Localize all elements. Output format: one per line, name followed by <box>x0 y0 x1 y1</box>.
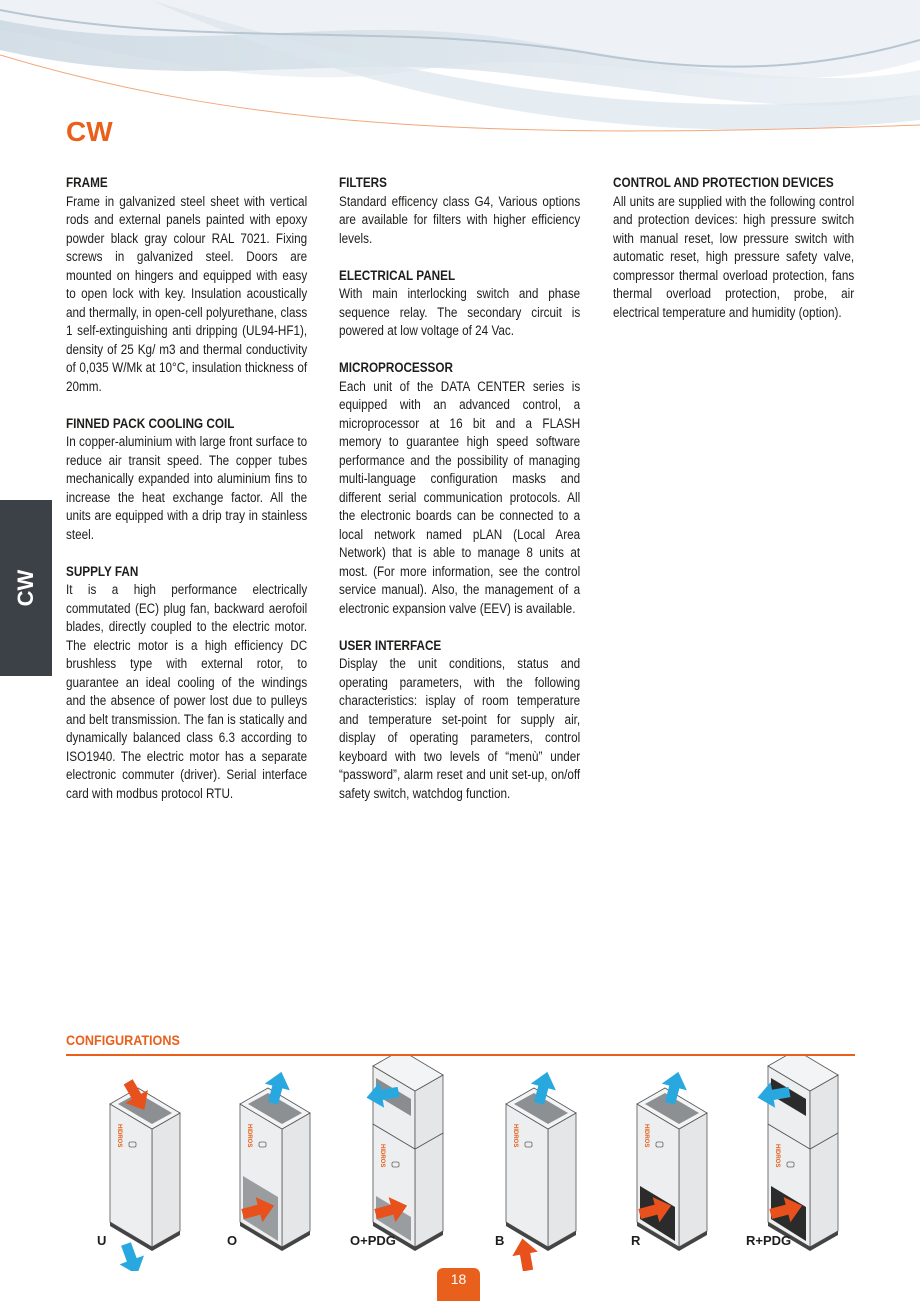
section-side-tab <box>0 500 52 676</box>
brand-logo: HIDROS <box>643 1124 649 1148</box>
section-text: With main interlocking switch and phase sequence relay. The secondary circuit is powered at low voltage of 24 Vac. <box>339 286 581 339</box>
brand-logo: HIDROS <box>512 1124 518 1148</box>
header-wave-decoration <box>0 0 920 160</box>
column-2 <box>339 174 580 822</box>
column-3 <box>613 174 854 341</box>
unit-u <box>110 1075 180 1271</box>
section-user-interface <box>339 637 580 804</box>
section-heading: CONTROL AND PROTECTION DEVICES <box>613 175 834 191</box>
section-electrical-panel <box>339 267 580 341</box>
section-text: It is a high performance electrically commutated (EC) plug fan, backward aerofoil blades, directly coupled to the electric motor. The electric motor is a high efficiency DC brushless type with external rotor, to guarantee an ideal cooling of the windings and the absence of power lost due to pulleys and belt transmission. The fan is statically and dynamically balanced class 6.3 according to ISO1940. The electric motor has a separate electronic commuter (driver). Serial interface card with modbus protocol RTU. <box>66 582 308 802</box>
section-frame <box>66 174 307 396</box>
configuration-label: O+PDG <box>350 1233 396 1248</box>
configurations-heading: CONFIGURATIONS <box>66 1032 180 1048</box>
section-heading: ELECTRICAL PANEL <box>339 267 456 284</box>
section-text: Frame in galvanized steel sheet with vertical rods and external panels painted with epoxy powder black gray colour RAL 7021. Fixing screws in galvanized steel. Doors are mounted on hingers and equipped with easy to open lock with key. Insulation acoustically and thermally, in open-cell polyurethane, class 1 self-extinguishing anti dripping (UL94-HF1), density of 25 Kg/ m3 and thermal conductivity of 0,035 W/Mk at 10°C, insulation thickness of 20mm. <box>66 193 308 395</box>
unit-r <box>636 1069 707 1251</box>
unit-o-pdg <box>364 1056 443 1251</box>
brand-logo: HIDROS <box>379 1144 385 1168</box>
brand-logo: HIDROS <box>246 1124 252 1148</box>
section-text: Each unit of the DATA CENTER series is equipped with an advanced control, a microprocessor at 16 bit and a FLASH memory to guarantee high speed software performance and the possibility of managing multi-language configuration masks and different serial communication protocols. All the electronic boards can be connected to a local network named pLAN (Local Area Network) that is able to manage 8 units at most. (For more information, see the control service manual). Also, the management of a electronic expansion valve (EEV) is available. <box>339 378 581 617</box>
unit-b <box>506 1069 576 1271</box>
section-heading: SUPPLY FAN <box>66 563 139 580</box>
configuration-label: R <box>631 1233 641 1248</box>
column-1 <box>66 174 307 822</box>
configuration-label: R+PDG <box>746 1233 792 1248</box>
page-number: 18 <box>437 1268 480 1301</box>
brand-logo: HIDROS <box>774 1144 780 1168</box>
section-heading: USER INTERFACE <box>339 637 442 654</box>
section-text: All units are supplied with the following control and protection devices: high pressure switch with manual reset, low pressure switch with automatic reset, high pressure safety valve, compressor thermal overload protection, fans thermal overload protection, probe, air electrical temperature and humidity (option). <box>613 193 855 321</box>
section-finned-pack-cooling-coil <box>66 415 307 545</box>
configuration-label: B <box>495 1233 505 1248</box>
section-heading: MICROPROCESSOR <box>339 360 453 376</box>
page-title: CW <box>66 116 113 147</box>
brand-logo: HIDROS <box>116 1124 122 1148</box>
section-supply-fan <box>66 563 307 804</box>
unit-o <box>239 1069 310 1251</box>
section-filters <box>339 174 580 248</box>
unit-r-pdg <box>755 1056 838 1251</box>
section-text: Standard efficency class G4, Various options are available for filters with higher efficiency levels. <box>339 193 581 247</box>
side-tab-label: CW <box>13 569 38 607</box>
section-heading: FINNED PACK COOLING COIL <box>66 415 235 432</box>
section-control-and-protection-devices <box>613 174 854 322</box>
configuration-label: U <box>97 1233 107 1248</box>
section-text: Display the unit conditions, status and operating parameters, with the following characteristics: isplay of room temperature and temperature set-point for supply air, display of operating parameters, control keyboard with two levels of “menù” under “password”, alarm reset and unit set-up, on/off safety switch, watchdog function. <box>339 656 581 802</box>
section-text: In copper-aluminium with large front surface to reduce air transit speed. The copper tubes mechanically expanded into aluminium fins to increase the heat exchange factor. All the units are equipped with a drip tray in stainless steel. <box>66 434 308 543</box>
section-heading: FILTERS <box>339 175 387 191</box>
configuration-label: O <box>227 1233 238 1248</box>
section-microprocessor <box>339 359 580 618</box>
section-heading: FRAME <box>66 175 108 191</box>
